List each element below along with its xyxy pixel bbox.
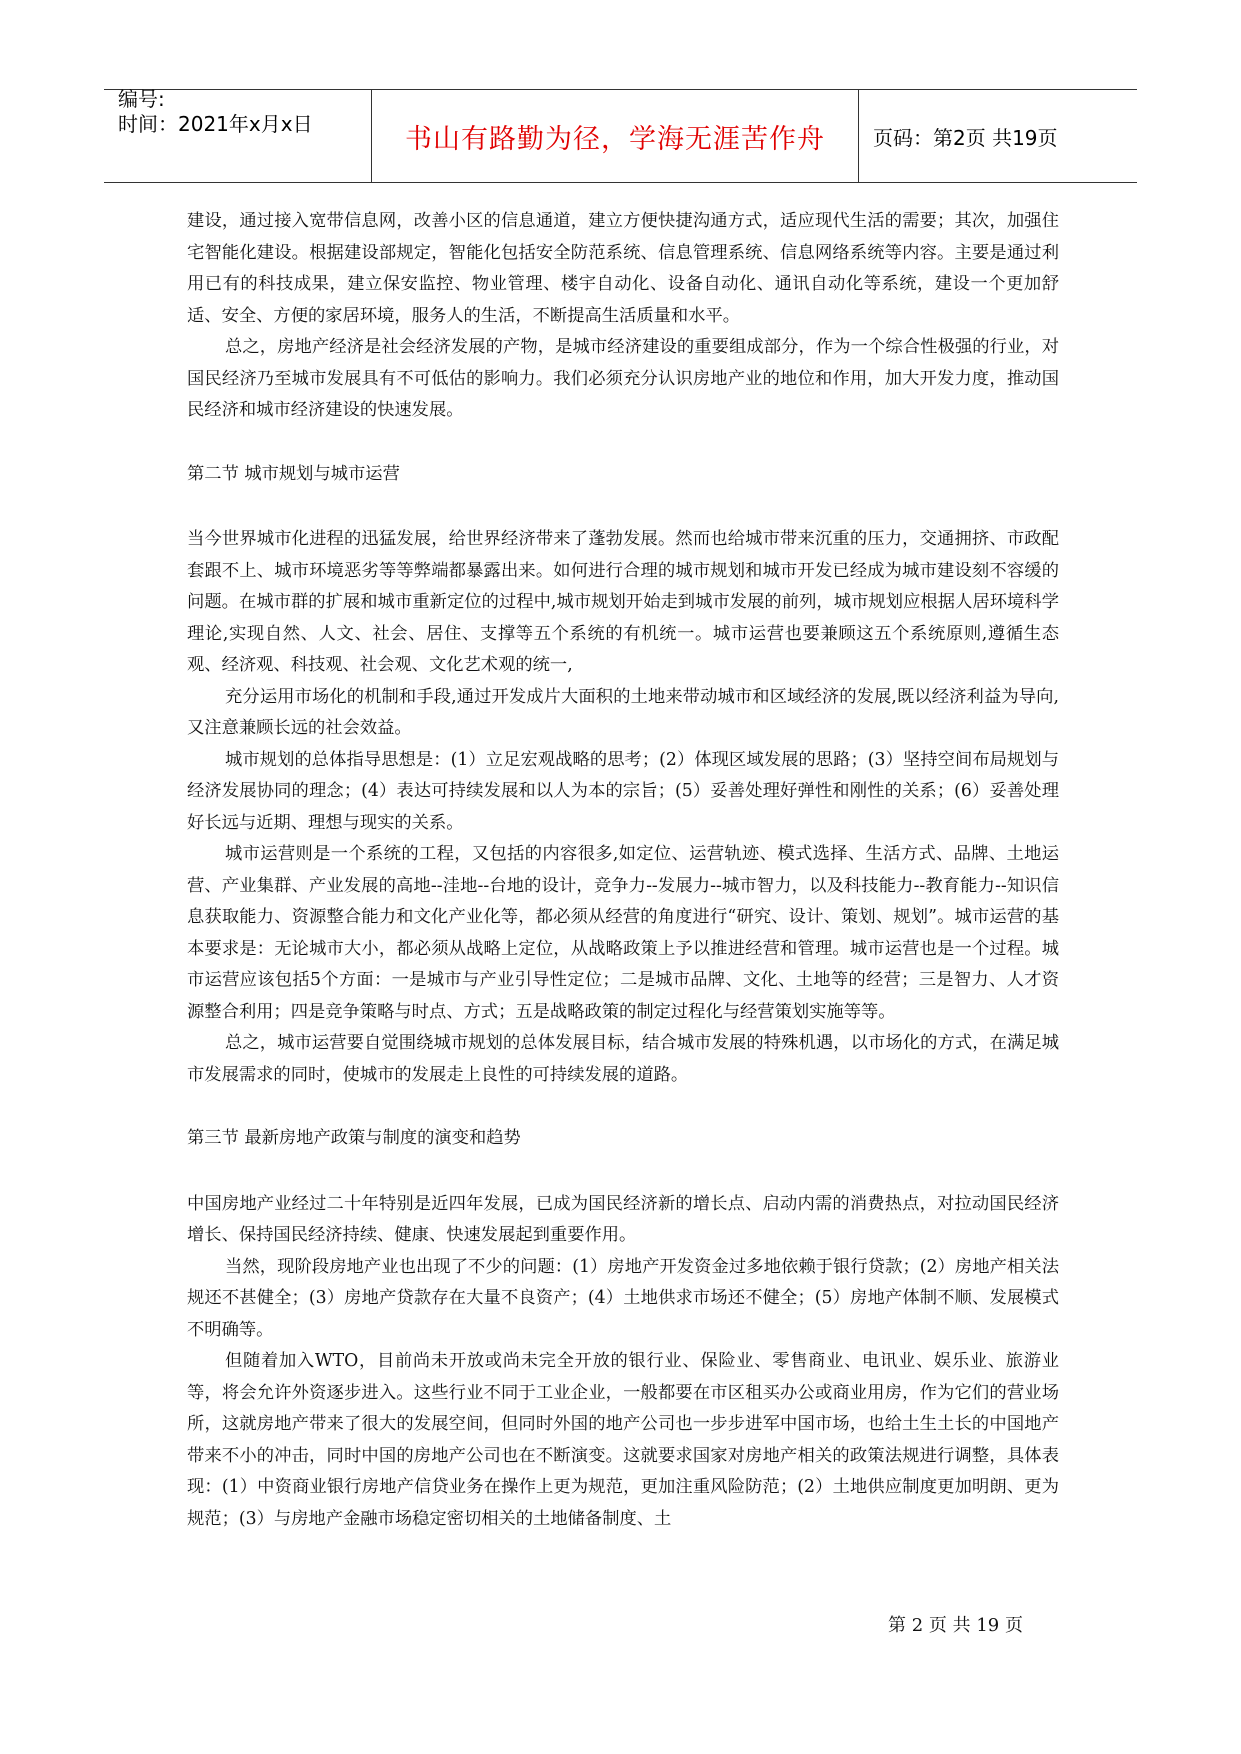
paragraph: 当今世界城市化进程的迅猛发展，给世界经济带来了蓬勃发展。然而也给城市带来沉重的压力，交通拥挤、市政配套跟不上、城市环境恶劣等等弊端都暴露出来。如何进行合理的城市规划和城市开发已经成为城市建设刻不容缓的问题。在城市群的扩展和城市重新定位的过程中,城市规划开始走到城市发展的前列，城市规划应根据人居环境科学理论,实现自然、人文、社会、居住、支撑等五个系统的有机统一。城市运营也要兼顾这五个系统原则,遵循生态观、经济观、科技观、社会观、文化艺术观的统一, [187, 529, 1059, 675]
section-heading: 第三节 最新房地产政策与制度的演变和趋势 [187, 1128, 521, 1148]
paragraph: 城市规划的总体指导思想是：(1）立足宏观战略的思考；(2）体现区域发展的思路；(3）坚持空间布局规划与经济发展协同的理念；(4）表达可持续发展和以人为本的宗旨；(5）妥善处理好弹性和刚性的关系；(6）妥善处理好长远与近期、理想与现实的关系。 [187, 749, 1059, 833]
document-number-label: 编号: [118, 87, 165, 111]
paragraph: 当然，现阶段房地产业也出现了不少的问题：(1）房地产开发资金过多地依赖于银行贷款；(2）房地产相关法规还不甚健全；(3）房地产贷款存在大量不良资产；(4）土地供求市场还不健全；(5）房地产体制不顺、发展模式不明确等。 [187, 1256, 1059, 1340]
document-time-label: 时间：2021年x月x日 [118, 112, 313, 136]
paragraph: 中国房地产业经过二十年特别是近四年发展，已成为国民经济新的增长点、启动内需的消费热点，对拉动国民经济增长、保持国民经济持续、健康、快速发展起到重要作用。 [187, 1193, 1059, 1245]
header-motto: 书山有路勤为径，学海无涯苦作舟 [405, 123, 825, 155]
paragraph: 总之，城市运营要自觉围绕城市规划的总体发展目标，结合城市发展的特殊机遇，以市场化的方式，在满足城市发展需求的同时，使城市的发展走上良性的可持续发展的道路。 [187, 1033, 1059, 1085]
page-footer-number: 第 2 页 共 19 页 [888, 1615, 1023, 1636]
paragraph: 但随着加入WTO，目前尚未开放或尚未完全开放的银行业、保险业、零售商业、电讯业、娱乐业、旅游业等，将会允许外资逐步进入。这些行业不同于工业企业，一般都要在市区租买办公或商业用房，作为它们的营业场所，这就房地产带来了很大的发展空间，但同时外国的地产公司也一步步进军中国市场，也给土生土长的中国地产带来不小的冲击，同时中国的房地产公司也在不断演变。这就要求国家对房地产相关的政策法规进行调整，具体表现：(1）中资商业银行房地产信贷业务在操作上更为规范，更加注重风险防范；(2）土地供应制度更加明朗、更为规范；(3）与房地产金融市场稳定密切相关的土地储备制度、土 [187, 1351, 1059, 1529]
header-motto-cell [372, 90, 859, 182]
paragraph: 充分运用市场化的机制和手段,通过开发成片大面积的土地来带动城市和区域经济的发展,既以经济利益为导向,又注意兼顾长远的社会效益。 [187, 686, 1059, 738]
section-heading: 第二节 城市规划与城市运营 [187, 463, 400, 484]
paragraph: 总之，房地产经济是社会经济发展的产物，是城市经济建设的重要组成部分，作为一个综合性极强的行业，对国民经济乃至城市发展具有不可低估的影响力。我们必须充分认识房地产业的地位和作用，加大开发力度，推动国民经济和城市经济建设的快速发展。 [187, 337, 1059, 420]
paragraph: 建设，通过接入宽带信息网，改善小区的信息通道，建立方便快捷沟通方式，适应现代生活的需要；其次，加强住宅智能化建设。根据建设部规定，智能化包括安全防范系统、信息管理系统、信息网络系统等内容。主要是通过利用已有的科技成果，建立保安监控、物业管理、楼宇自动化、设备自动化、通讯自动化等系统，建设一个更加舒适、安全、方便的家居环境，服务人的生活，不断提高生活质量和水平。 [187, 211, 1059, 326]
header-page-info: 页码：第2页 共19页 [873, 125, 1058, 150]
page-header [104, 89, 1137, 183]
document-body [187, 206, 1059, 1535]
header-meta-cell [104, 87, 372, 182]
paragraph: 城市运营则是一个系统的工程，又包括的内容很多,如定位、运营轨迹、模式选择、生活方式、品牌、土地运营、产业集群、产业发展的高地--洼地--台地的设计，竞争力--发展力--城市智力，以及科技能力--教育能力--知识信息获取能力、资源整合能力和文化产业化等，都必须从经营的角度进行“研究、设计、策划、规划”。城市运营的基本要求是：无论城市大小，都必须从战略上定位，从战略政策上予以推进经营和管理。城市运营也是一个过程。城市运营应该包括5个方面：一是城市与产业引导性定位；二是城市品牌、文化、土地等的经营；三是智力、人才资源整合利用；四是竞争策略与时点、方式；五是战略政策的制定过程化与经营策划实施等等。 [187, 844, 1059, 1022]
header-page-cell [859, 90, 1137, 182]
